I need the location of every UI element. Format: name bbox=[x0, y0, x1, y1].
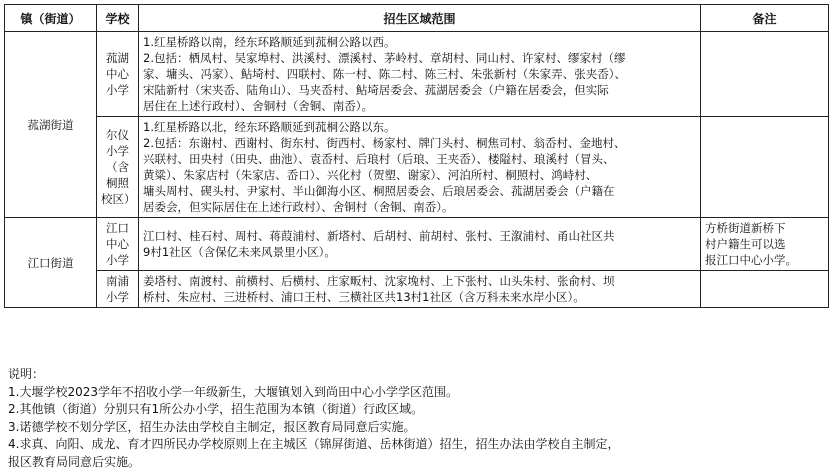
school-name-line: 菰湖 bbox=[106, 51, 129, 65]
scope-line: 墉头周村、碶头村、尹家村、半山御海小区、桐照居委会、后琅居委会、菰湖居委会（户籍在 bbox=[143, 184, 615, 198]
table-row bbox=[5, 117, 829, 218]
header-note: 备注 bbox=[701, 5, 829, 32]
note-item: 报区教育局同意后实施。 bbox=[8, 454, 141, 469]
scope-line: 家、墉头、冯家）、鲇埼村、四联村、陈一村、陈二村、陈三村、朱张新村（朱家弄、张夹岙）、 bbox=[143, 67, 626, 81]
town-cell: 江口街道 bbox=[5, 218, 97, 308]
school-cell bbox=[97, 218, 139, 271]
note-item: 3.诺德学校不划分学区，招生办法由学校自主制定，报区教育局同意后实施。 bbox=[8, 419, 416, 434]
note-cell bbox=[701, 117, 829, 218]
scope-line: 黄粱）、朱家店村（朱家店、岙口）、兴化村（贺塑、谢家）、河泊所村、桐照村、鸿峙村、 bbox=[143, 168, 598, 182]
table-row bbox=[5, 271, 829, 308]
note-cell bbox=[701, 32, 829, 117]
scope-line: 桥村、朱应村、三进桥村、浦口王村、三横社区共13村1社区（含万科未来水岸小区）。 bbox=[143, 290, 585, 304]
school-cell bbox=[97, 271, 139, 308]
scope-line: 宋陆新村（宋夹岙、陆角山）、马夹岙村、鲇埼居委会、菰湖居委会（户籍在居委会，但实际 bbox=[143, 83, 609, 97]
school-name-line: 小学 bbox=[106, 253, 129, 267]
note-item: 4.求真、向阳、成龙、育才四所民办学校原则上在主城区（锦屏街道、岳林街道）招生，招生办法由学校自主制定， bbox=[8, 437, 620, 451]
notes-section bbox=[8, 366, 824, 471]
school-cell bbox=[97, 32, 139, 117]
school-name-line: 校区） bbox=[101, 192, 136, 206]
scope-line: 居住在上述行政村）、舍铜村（舍铜、南岙）。 bbox=[143, 99, 373, 113]
scope-line: 2.包括：东谢村、西谢村、街东村、街西村、杨家村、牌门头村、桐焦司村、翁岙村、金地村、 bbox=[143, 136, 626, 150]
school-name-line: 尔仪 bbox=[106, 128, 129, 142]
note-line: 方桥街道新桥下 bbox=[705, 221, 786, 235]
school-name-line: 小学 bbox=[106, 83, 129, 97]
note-cell bbox=[701, 271, 829, 308]
header-school: 学校 bbox=[97, 5, 139, 32]
school-cell bbox=[97, 117, 139, 218]
scope-cell bbox=[139, 117, 701, 218]
table-body bbox=[5, 32, 829, 308]
table-header-row bbox=[5, 5, 829, 32]
scope-cell bbox=[139, 218, 701, 271]
scope-cell bbox=[139, 271, 701, 308]
school-name-line: 江口 bbox=[106, 221, 129, 235]
enrollment-table bbox=[4, 4, 829, 308]
header-town: 镇（街道） bbox=[5, 5, 97, 32]
note-line: 报江口中心小学。 bbox=[705, 253, 797, 267]
table-row bbox=[5, 218, 829, 271]
school-name-line: 中心 bbox=[106, 67, 129, 81]
scope-line: 2.包括：栖凤村、吴家埠村、洪溪村、漂溪村、茅岭村、章胡村、同山村、许家村、缪家村（缪 bbox=[143, 51, 626, 65]
school-name-line: 南浦 bbox=[106, 274, 129, 288]
note-cell bbox=[701, 218, 829, 271]
scope-line: 姜塔村、南渡村、前横村、后横村、庄家畈村、沈家堍村、上下张村、山头朱村、张俞村、坝 bbox=[143, 274, 615, 288]
school-name-line: 小学 bbox=[106, 290, 129, 304]
scope-line: 居委会，但实际居住在上述行政村）、舍铜村（舍铜、南岙）。 bbox=[143, 200, 454, 214]
notes-list bbox=[8, 384, 824, 472]
town-cell: 菰湖街道 bbox=[5, 32, 97, 218]
scope-line: 1.红星桥路以南，经东环路顺延到菰桐公路以西。 bbox=[143, 35, 396, 49]
table-row bbox=[5, 32, 829, 117]
school-name-line: 桐照 bbox=[106, 176, 129, 190]
note-line: 村户籍生可以选 bbox=[705, 237, 786, 251]
notes-title: 说明： bbox=[8, 367, 45, 381]
note-item: 1.大堰学校2023学年不招收小学一年级新生，大堰镇划入到尚田中心小学学区范围。 bbox=[8, 384, 458, 399]
scope-line: 兴联村、田央村（田央、曲池）、袁岙村、后琅村（后琅、王夹岙）、楼隘村、琅溪村（冒头、 bbox=[143, 152, 615, 166]
scope-line: 江口村、桂石村、周村、蒋葭浦村、新塔村、后胡村、前胡村、张村、王溆浦村、甬山社区共 bbox=[143, 229, 615, 243]
scope-cell bbox=[139, 32, 701, 117]
note-item: 2.其他镇（街道）分别只有1所公办小学，招生范围为本镇（街道）行政区域。 bbox=[8, 402, 424, 416]
school-name-line: （含 bbox=[106, 160, 129, 174]
scope-line: 9村1社区（含保亿未来风景里小区）。 bbox=[143, 245, 336, 259]
school-name-line: 小学 bbox=[106, 144, 129, 158]
school-name-line: 中心 bbox=[106, 237, 129, 251]
scope-line: 1.红星桥路以北，经东环路顺延到菰桐公路以东。 bbox=[143, 120, 396, 134]
header-scope: 招生区域范围 bbox=[139, 5, 701, 32]
